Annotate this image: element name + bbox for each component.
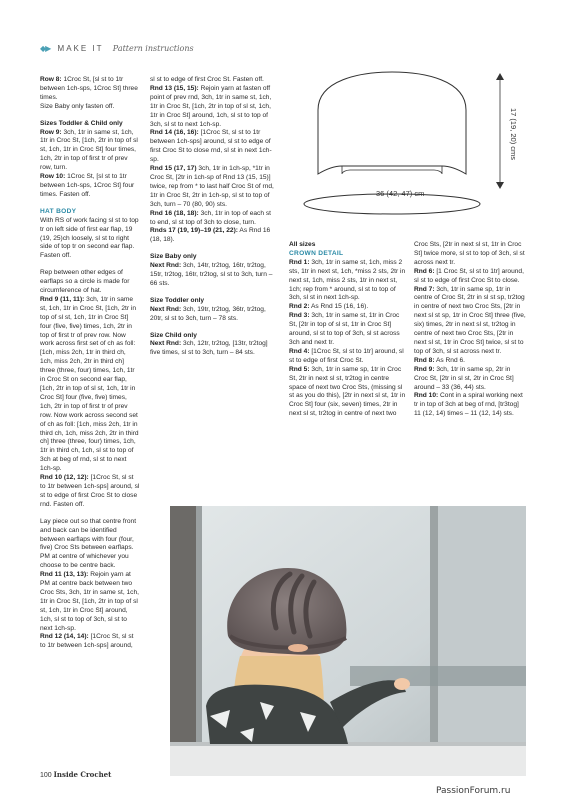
instruction-text: Rep between other edges of earflaps so a circle is made for circumference of hat. — [40, 269, 130, 295]
paragraph — [414, 357, 526, 366]
paragraph — [40, 129, 140, 174]
section-subtitle: Pattern instructions — [112, 44, 194, 53]
row-label: Rnd 11 (13, 13): — [40, 571, 89, 579]
instruction-text: [1Croc St, sl st to 1tr] around, sl st to edge of first Croc St. — [289, 347, 404, 364]
paragraph — [150, 253, 278, 262]
paragraph — [40, 296, 140, 474]
text-column-4 — [414, 241, 526, 419]
width-label: 36 (42, 47) cm — [376, 189, 425, 198]
instruction-text: 3ch, 1tr in same sp, 1tr in Croc St, 2tr in next sl st, tr2tog in centre space of next two Croc Sts, (missing sl st as you do this), [2tr in next sl st, 1tr in Croc St] four (six, seven) times, 2tr in next sl st, tr2tog in centre of next two — [289, 365, 406, 418]
paragraph — [289, 259, 407, 304]
instruction-text: Lay piece out so that centre front and back can be identified between earflaps with four (four, five) Croc Sts between earflaps. PM at centre of whichever you choose to be centre back. — [40, 517, 137, 570]
paragraph — [40, 518, 140, 571]
instruction-text: 1Croc St, [sl st to 1tr between 1ch-sps, 1Croc St] four times. Fasten off. — [40, 173, 135, 198]
instruction-text: As Rnd 15 (16, 16). — [309, 303, 369, 311]
row-label: Rnd 16 (18, 18): — [150, 209, 199, 217]
instruction-text: Rejoin yarn at fasten off point of prev rnd, 3ch, 1tr in same st, 1ch, 1tr in Croc St, [1ch, 2tr in top of sl st, 1ch, 1tr in Croc St] around, 1ch, sl st to top of 3ch, sl st to next 1ch-sp. — [150, 84, 272, 128]
row-label: Rnd 8: — [414, 356, 435, 364]
child-wearing-hat-photo — [170, 506, 526, 776]
paragraph — [414, 241, 526, 268]
text-column-1 — [40, 76, 140, 651]
paragraph — [414, 268, 526, 286]
row-label: Rnd 14 (16, 16): — [150, 129, 199, 137]
paragraph — [414, 366, 526, 393]
text-column-3 — [289, 241, 407, 419]
paragraph — [40, 269, 140, 296]
instruction-text: Rejoin yarn at PM at centre back between two Croc Sts, 3ch, 1tr in same st, 1ch, 1tr in Croc St, [1ch, 2tr in top of sl st, 1ch, 1tr in Croc St] around, 1ch, sl st to top of 3ch, sl st to next 1ch-sp. — [40, 571, 139, 632]
watermark: PassionForum.ru — [436, 786, 511, 796]
paragraph — [289, 348, 407, 366]
instruction-text: 3ch, 19tr, tr2tog, 36tr, tr2tog, 20tr, sl st to 3ch, turn – 78 sts. — [150, 305, 266, 322]
row-label: Rnd 9: — [414, 365, 435, 373]
row-label: Rnd 10 (12, 12): — [40, 474, 89, 482]
paragraph — [414, 392, 526, 419]
instruction-text: Size Baby only fasten off. — [40, 102, 115, 110]
row-label: Rnd 15 (17, 17) — [150, 165, 197, 173]
instruction-text: 3ch, 1tr in same sp, 1tr in centre of Croc St, 2tr in sl st sp, tr2tog in centre of next two Croc Sts, [2tr in next sl st sp, 1tr in Croc St] three (five, six) times, 2tr in next sl st, tr2tog in centre of next two Croc Sts, [2tr in next sl st, 1tr in Croc St] twice, sl st to top of 3ch, sl st across next tr. — [414, 285, 526, 355]
size-heading: Size Baby only — [150, 253, 197, 261]
instruction-text: [1Croc St, sl st to 1tr between 1ch-sps] around, sl st to edge of first Croc St to close rnd, sl st in next 1ch-sp. — [150, 129, 272, 164]
instruction-text: 3ch, 1tr in top of each st to end, sl st top of 3ch to close, turn. — [150, 209, 271, 226]
row-label: Rnds 17 (19, 19)–19 (21, 22): — [150, 227, 238, 235]
row-label: Rnd 13 (15, 15): — [150, 84, 199, 92]
row-label: Row 9: — [40, 128, 62, 136]
text-column-2 — [150, 76, 278, 358]
instruction-text: 1Croc St, [sl st to 1tr between 1ch-sps, 1Croc St] three times. — [40, 76, 138, 101]
paragraph — [150, 129, 278, 165]
size-heading: All sizes — [289, 241, 316, 248]
row-label: Rnd 2: — [289, 303, 310, 311]
instruction-text: [1Croc St, sl st to 1tr between 1ch-sps] around, — [40, 633, 134, 650]
instruction-text: sl st to edge of first Croc St. Fasten off. — [150, 76, 264, 83]
paragraph — [150, 85, 278, 130]
row-label: Rnd 9 (11, 11): — [40, 295, 85, 303]
instruction-text: [1 Croc St, sl st to 1tr] around, sl st to edge of first Croc St to close. — [414, 267, 524, 284]
instruction-text: With RS of work facing sl st to top tr on left side of first ear flap, 19 (19, 25)ch loosely, sl st to right side of top tr on second ear flap. Fasten off. — [40, 216, 139, 260]
paragraph — [40, 571, 140, 633]
height-label: 17 (19, 20) cms — [509, 107, 518, 161]
hat-schematic-diagram — [290, 70, 526, 230]
paragraph — [150, 297, 278, 306]
size-heading: Size Toddler only — [150, 296, 205, 304]
row-label: Rnd 10: — [414, 392, 439, 400]
row-label: Next Rnd: — [150, 262, 182, 270]
page-header — [40, 44, 194, 53]
size-heading: Sizes Toddler & Child only — [40, 119, 123, 127]
paragraph — [40, 633, 140, 651]
row-label: Rnd 5: — [289, 365, 310, 373]
instruction-text: 3ch, 1tr in same st, 1ch, miss 2 sts, 1tr in next st, 1ch, *miss 2 sts, 2tr in next st, 1ch, miss 2 sts, 1tr in next st, 1ch; rep from * around, sl st to top of 3ch, sl st in next 1ch-sp. — [289, 258, 406, 302]
section-heading: CROWN DETAIL — [289, 249, 344, 257]
instruction-text: 3ch, 1tr in same st, 1ch, 1tr in Croc St, [1ch, 2tr in top of sl st, 1ch, 1tr in Croc St] four times, 1ch, 2tr in top of first tr of prev row, turn. — [40, 128, 138, 172]
instruction-text: 3ch, 1tr in same sp, 2tr in Croc St, [2tr in sl st, 2tr in Croc St] around – 33 (36, 44) sts. — [414, 365, 514, 391]
paragraph — [150, 340, 278, 358]
paragraph — [289, 241, 407, 250]
paragraph — [150, 262, 278, 289]
paragraph — [289, 366, 407, 419]
paragraph — [150, 332, 278, 341]
section-heading: HAT BODY — [40, 207, 77, 215]
paragraph — [40, 76, 140, 103]
height-arrow-bottom-icon — [496, 182, 504, 189]
paragraph — [150, 227, 278, 245]
instruction-text: As Rnd 16 (18, 18). — [150, 227, 271, 244]
row-label: Rnd 1: — [289, 258, 310, 266]
row-label: Next Rnd: — [150, 340, 182, 348]
paragraph — [40, 173, 140, 200]
size-heading: Size Child only — [150, 331, 197, 339]
instruction-text: Cont in a spiral working next tr in top of 3ch at beg of rnd, [tr3tog] 11 (12, 14) times – 11 (12, 14) sts. — [414, 392, 523, 418]
magazine-name: Inside Crochet — [53, 770, 112, 779]
instruction-text: Croc Sts, [2tr in next sl st, 1tr in Croc St] twice more, sl st to top of 3ch, sl st across next tr. — [414, 241, 525, 266]
row-label: Rnd 6: — [414, 267, 435, 275]
instruction-text: As Rnd 6. — [434, 356, 465, 364]
instruction-text: 3ch, 14tr, tr2tog, 16tr, tr2tog, 15tr, tr2tog, 16tr, tr2tog, sl st to 3ch, turn – 66 sts. — [150, 262, 273, 287]
paragraph — [40, 208, 140, 217]
row-label: Row 8: — [40, 76, 62, 83]
instruction-text: [1Croc St, sl st to 1tr between 1ch-sps] around, sl st to edge of first Croc St to close rnd. Fasten off. — [40, 474, 140, 508]
paragraph — [150, 306, 278, 324]
section-title: MAKE IT — [57, 44, 104, 53]
instruction-text: 3ch, 1tr in same st, 1ch, 1tr in Croc St, [1ch, 2tr in top of sl st, 1ch, 1tr in Croc St] four (five, five) times, 1ch, 2tr in top of first tr of prev row. Now work across first set of ch as foll: [1ch, miss 2ch, 1tr in third ch, 1ch, miss 2ch, 2tr in third ch] three (three, four) times, 1ch, 1tr in Croc St on second ear flap, [1ch, 2tr in top of sl st, 1ch, 1tr in Croc St] four (five, five) times, 1ch, 2tr in top of first tr of prev row. Now work across second set of ch as foll: [1ch, miss 2ch, 1tr in third ch, 1ch, miss 2ch, 2tr in third ch] three (three, four) times, 1ch, 1tr in third ch, 1ch, sl st to top of 3ch at beg of rnd, sl st to next 1ch-sp. — [40, 295, 139, 473]
page-number: 100 — [40, 772, 52, 779]
height-arrow-top-icon — [496, 73, 504, 80]
instruction-text: 3ch, 1tr in same st, 1tr in Croc St, [2tr in top of sl st, 1tr in Croc St] around, sl st to top of 3ch, sl st across 3ch and next tr. — [289, 312, 400, 346]
paragraph — [414, 286, 526, 357]
row-label: Rnd 7: — [414, 285, 435, 293]
paragraph — [289, 250, 407, 259]
paragraph — [40, 474, 140, 510]
row-label: Rnd 4: — [289, 347, 310, 355]
page-footer — [40, 770, 111, 779]
hat-outline — [318, 72, 466, 174]
hat-inner-line — [342, 166, 442, 174]
instruction-text: 3ch, 12tr, tr2tog, [13tr, tr2tog] five times, sl st to 3ch, turn – 84 sts. — [150, 340, 268, 357]
paragraph — [150, 210, 278, 228]
paragraph — [289, 312, 407, 348]
paragraph — [40, 103, 140, 112]
row-label: Row 10: — [40, 173, 66, 181]
header-arrows-icon: ◆▶ — [40, 44, 51, 53]
paragraph — [40, 120, 140, 129]
instruction-text: 3ch, 1tr in 1ch-sp, *1tr in Croc St, [2tr in 1ch-sp of Rnd 13 (15, 15)] twice, rep from * to last half Croc St of rnd, 1tr in Croc St, 2tr in 1ch-sp, sl st to top of 3ch, turn – 70 (80, 90) sts. — [150, 165, 274, 208]
paragraph — [40, 217, 140, 262]
row-label: Next Rnd: — [150, 305, 182, 313]
paragraph — [289, 303, 407, 312]
paragraph — [150, 76, 278, 85]
row-label: Rnd 3: — [289, 312, 310, 320]
row-label: Rnd 12 (14, 14): — [40, 633, 89, 641]
paragraph — [150, 165, 278, 210]
